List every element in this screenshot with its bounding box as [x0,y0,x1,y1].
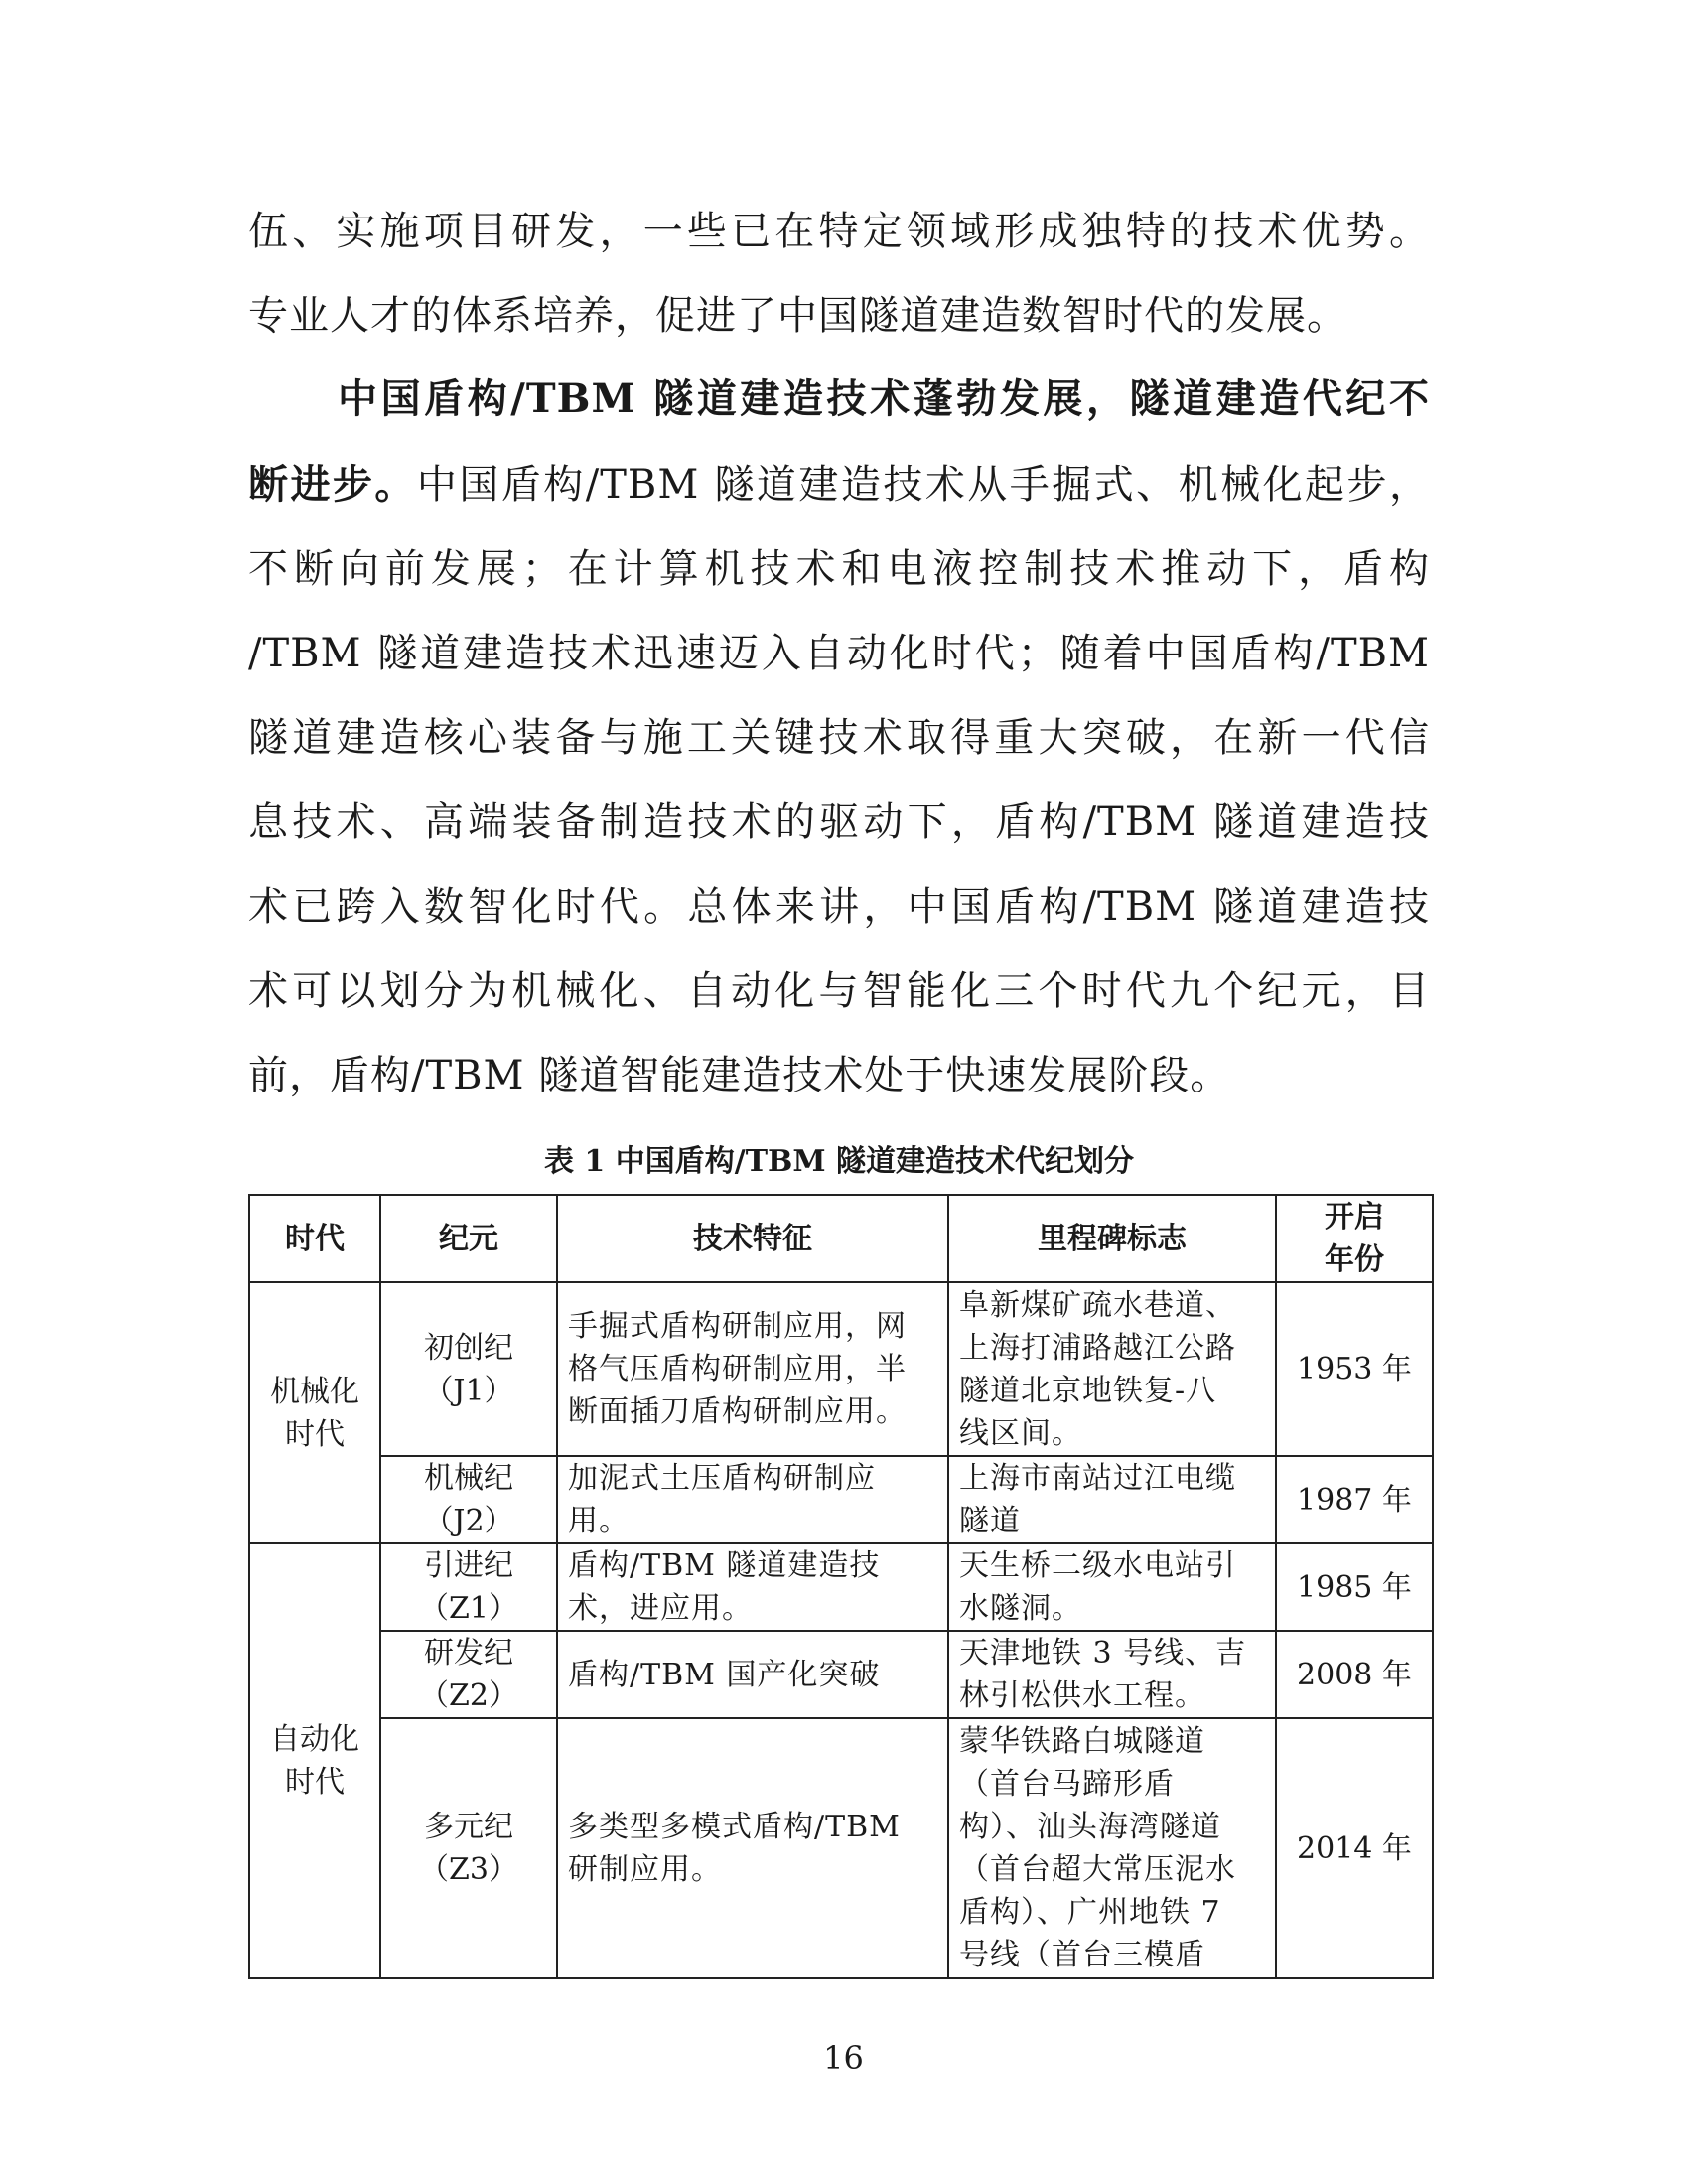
table-row [249,1282,1433,1456]
body-line-heading [338,371,1430,427]
body-line: 专业人才的体系培养，促进了中国隧道建造数智时代的发展。 [248,293,1347,339]
body-line: 伍、实施项目研发，一些已在特定领域形成独特的技术优势。 [248,209,1430,254]
bold-lead: 断进步。 [248,461,417,508]
milestone-cell: 天津地铁 3 号线、吉 林引松供水工程。 [948,1631,1276,1718]
header-feature: 技术特征 [557,1195,948,1282]
body-line: 术可以划分为机械化、自动化与智能化三个时代九个纪元，目 [248,968,1430,1014]
body-text: 中国盾构/TBM 隧道建造技术从手掘式、机械化起步， [416,462,1430,508]
year-cell: 1953 年 [1276,1282,1433,1456]
body-line: 隧道建造核心装备与施工关键技术取得重大突破，在新一代信 [248,715,1430,761]
body-line: 前，盾构/TBM 隧道智能建造技术处于快速发展阶段。 [248,1053,1231,1098]
table-row [249,1631,1433,1718]
table-header-row [249,1195,1433,1282]
epoch-cell: 研发纪 （Z2） [380,1631,557,1718]
feature-cell: 加泥式土压盾构研制应 用。 [557,1456,948,1543]
milestone-cell: 蒙华铁路白城隧道 （首台马蹄形盾 构）、汕头海湾隧道 （首台超大常压泥水 盾构）、广州地铁 7 号线（首台三模盾 [948,1718,1276,1978]
year-cell: 2008 年 [1276,1631,1433,1718]
body-line: /TBM 隧道建造技术迅速迈入自动化时代；随着中国盾构/TBM [248,631,1430,676]
header-milestone: 里程碑标志 [948,1195,1276,1282]
table-row [249,1456,1433,1543]
page-number: 16 [823,2039,864,2077]
header-year-line: 开启 [1325,1200,1384,1235]
feature-cell: 手掘式盾构研制应用，网 格气压盾构研制应用，半 断面插刀盾构研制应用。 [557,1282,948,1456]
era-cell: 自动化 时代 [249,1543,380,1978]
header-epoch: 纪元 [380,1195,557,1282]
year-cell: 1987 年 [1276,1456,1433,1543]
milestone-cell: 天生桥二级水电站引 水隧洞。 [948,1543,1276,1631]
epoch-cell: 引进纪 （Z1） [380,1543,557,1631]
feature-cell: 盾构/TBM 国产化突破 [557,1631,948,1718]
bold-lead: 中国盾构/TBM 隧道建造技术蓬勃发展，隧道建造代纪不 [338,375,1430,422]
header-year-line: 年份 [1325,1242,1384,1277]
body-line: 不断向前发展；在计算机技术和电液控制技术推动下，盾构 [248,546,1430,592]
year-cell: 1985 年 [1276,1543,1433,1631]
year-cell: 2014 年 [1276,1718,1433,1978]
milestone-cell: 上海市南站过江电缆 隧道 [948,1456,1276,1543]
feature-cell: 盾构/TBM 隧道建造技 术，进应用。 [557,1543,948,1631]
table-caption: 表 1 中国盾构/TBM 隧道建造技术代纪划分 [543,1144,1135,1179]
table-row [249,1718,1433,1978]
header-era: 时代 [249,1195,380,1282]
epoch-cell: 多元纪 （Z3） [380,1718,557,1978]
body-line: 息技术、高端装备制造技术的驱动下，盾构/TBM 隧道建造技 [248,800,1430,845]
body-line [248,457,1430,512]
epoch-cell: 机械纪 （J2） [380,1456,557,1543]
era-table [248,1194,1434,1979]
era-cell: 机械化 时代 [249,1282,380,1543]
table-row [249,1543,1433,1631]
epoch-cell: 初创纪 （J1） [380,1282,557,1456]
header-year [1276,1195,1433,1282]
body-line: 术已跨入数智化时代。总体来讲，中国盾构/TBM 隧道建造技 [248,884,1430,930]
milestone-cell: 阜新煤矿疏水巷道、 上海打浦路越江公路 隧道北京地铁复-八 线区间。 [948,1282,1276,1456]
feature-cell: 多类型多模式盾构/TBM 研制应用。 [557,1718,948,1978]
